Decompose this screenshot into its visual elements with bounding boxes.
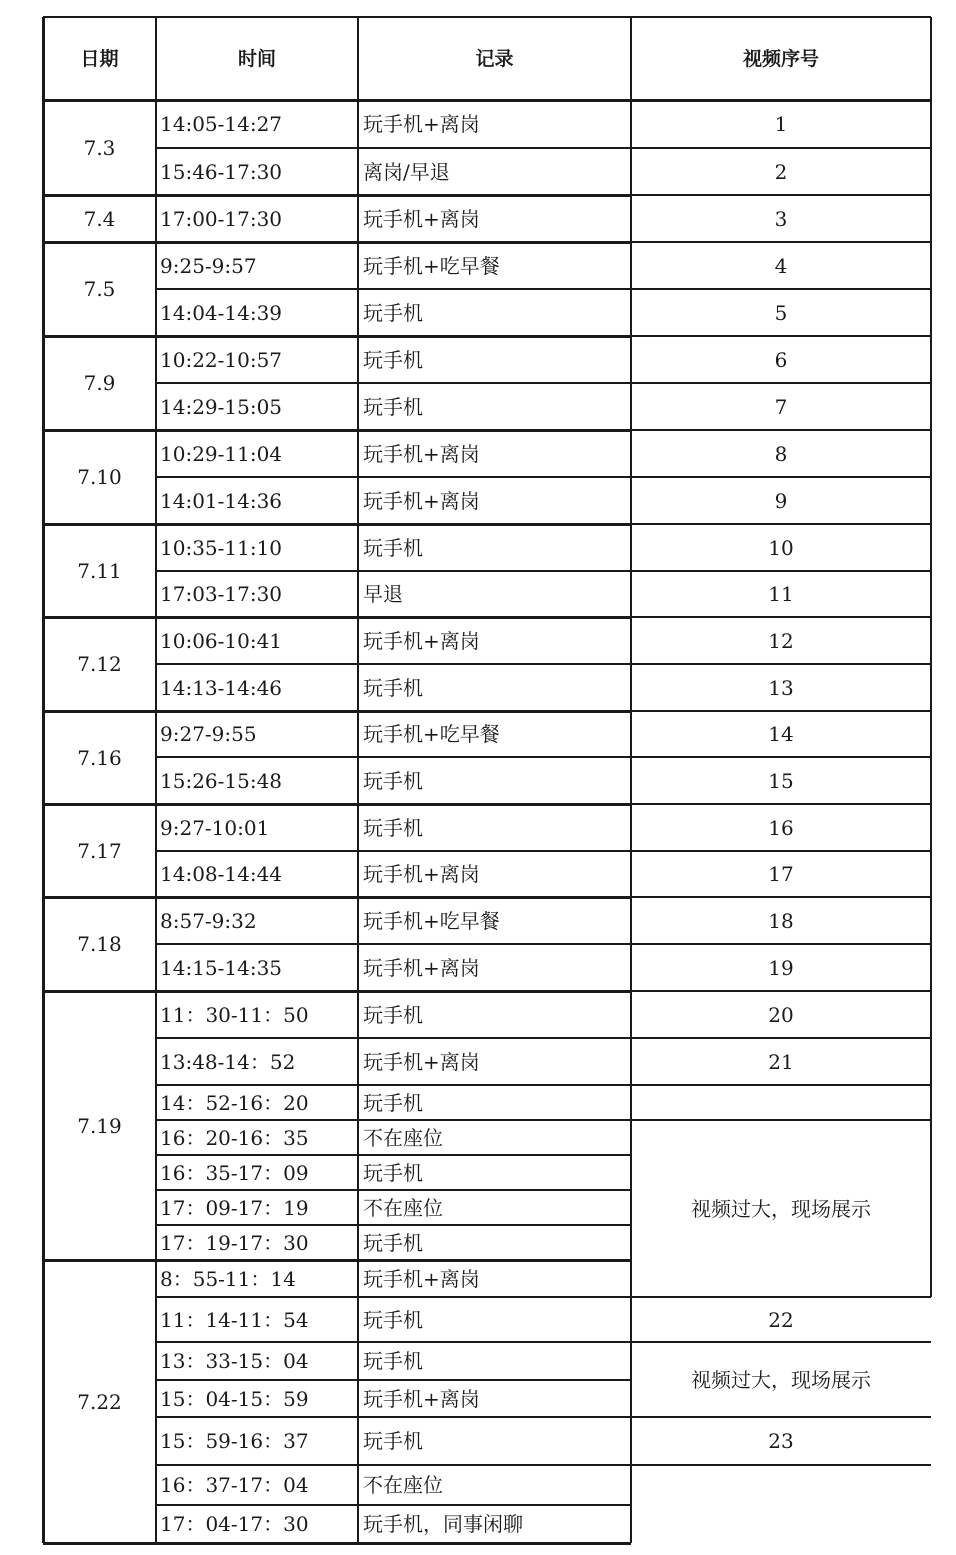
grid-line — [156, 1037, 631, 1039]
record-cell: 离岗/早退 — [363, 159, 450, 184]
video-number-cell: 10 — [768, 535, 794, 560]
time-cell: 9:25-9:57 — [160, 253, 257, 278]
time-cell: 9:27-9:55 — [160, 722, 257, 746]
grid-line — [631, 1464, 931, 1466]
time-cell: 14:08-14:44 — [160, 862, 283, 886]
video-number-cell: 9 — [774, 488, 788, 513]
record-cell: 玩手机+离岗 — [363, 862, 480, 886]
grid-line — [156, 943, 631, 945]
video-number-cell: 8 — [774, 441, 788, 466]
record-cell: 玩手机 — [363, 347, 423, 372]
record-cell: 玩手机+离岗 — [363, 1266, 480, 1291]
grid-line — [43, 429, 631, 432]
video-number-cell: 7 — [774, 394, 788, 419]
grid-line — [631, 896, 931, 898]
record-cell: 玩手机 — [363, 1230, 423, 1255]
time-cell: 14:15-14:35 — [160, 955, 283, 980]
video-number-cell: 16 — [768, 815, 794, 840]
time-cell: 17：09-17：19 — [160, 1195, 309, 1220]
record-cell: 不在座位 — [363, 1125, 443, 1150]
grid-line — [156, 382, 631, 384]
grid-line — [43, 710, 631, 713]
grid-line — [43, 194, 631, 197]
record-cell: 玩手机 — [363, 1307, 423, 1332]
grid-line — [156, 1341, 631, 1343]
grid-line — [156, 663, 631, 665]
video-number-cell: 23 — [768, 1429, 794, 1453]
video-number-cell: 2 — [774, 159, 788, 184]
grid-line — [43, 616, 631, 619]
video-number-cell: 20 — [768, 1002, 794, 1027]
record-cell: 玩手机，同事闲聊 — [363, 1512, 523, 1536]
record-cell: 玩手机 — [363, 675, 423, 700]
record-cell: 玩手机 — [363, 535, 423, 560]
grid-line — [156, 147, 631, 149]
header-date: 日期 — [80, 48, 119, 70]
time-cell: 16：37-17：04 — [160, 1473, 309, 1497]
grid-line — [156, 1154, 631, 1156]
video-number-cell: 11 — [768, 582, 794, 606]
header-record: 记录 — [475, 48, 514, 70]
video-number-cell: 13 — [768, 675, 794, 700]
grid-line — [631, 241, 931, 243]
date-cell: 7.22 — [77, 1389, 122, 1414]
grid-line — [43, 16, 931, 18]
grid-line — [156, 1379, 631, 1381]
grid-line — [631, 1416, 931, 1418]
record-cell: 玩手机 — [363, 1349, 423, 1373]
grid-line — [156, 1224, 631, 1226]
grid-line — [631, 1084, 931, 1086]
record-cell: 玩手机 — [363, 1429, 423, 1453]
grid-line — [43, 523, 631, 526]
merged-note-cell: 视频过大，现场展示 — [691, 1196, 871, 1221]
video-number-cell: 22 — [768, 1307, 794, 1332]
video-number-cell: 6 — [774, 347, 788, 372]
date-cell: 7.10 — [77, 465, 122, 489]
grid-line — [631, 1296, 931, 1298]
date-cell: 7.3 — [83, 135, 116, 160]
date-cell: 7.11 — [77, 558, 122, 583]
grid-line — [156, 1189, 631, 1191]
grid-line — [631, 476, 931, 478]
grid-line — [631, 850, 931, 852]
grid-line — [43, 1259, 631, 1262]
date-cell: 7.5 — [83, 277, 116, 301]
grid-line — [43, 1542, 631, 1545]
record-cell: 玩手机 — [363, 768, 423, 793]
time-cell: 14：52-16：20 — [160, 1090, 309, 1115]
grid-line — [631, 943, 931, 945]
time-cell: 16：35-17：09 — [160, 1160, 309, 1185]
time-cell: 13:48-14：52 — [160, 1049, 296, 1074]
record-cell: 玩手机 — [363, 1002, 423, 1027]
time-cell: 9:27-10:01 — [160, 815, 270, 840]
time-cell: 10:29-11:04 — [160, 441, 283, 466]
grid-line — [43, 990, 631, 993]
grid-line — [156, 1119, 631, 1121]
video-number-cell: 12 — [768, 628, 794, 653]
time-cell: 14:01-14:36 — [160, 488, 283, 513]
time-cell: 10:06-10:41 — [160, 628, 283, 653]
record-cell: 玩手机 — [363, 1160, 423, 1185]
grid-line — [156, 1464, 631, 1466]
time-cell: 17：19-17：30 — [160, 1230, 309, 1255]
time-cell: 15：04-15：59 — [160, 1386, 309, 1411]
grid-line — [156, 850, 631, 852]
video-number-cell: 1 — [774, 112, 788, 136]
grid-line — [43, 99, 931, 102]
time-cell: 16：20-16：35 — [160, 1125, 309, 1150]
time-cell: 17:00-17:30 — [160, 206, 283, 231]
video-number-cell: 4 — [774, 253, 788, 278]
time-cell: 14:04-14:39 — [160, 300, 283, 325]
grid-line — [43, 896, 631, 899]
record-cell: 玩手机 — [363, 815, 423, 840]
time-cell: 11：30-11：50 — [160, 1002, 309, 1027]
record-cell: 玩手机+离岗 — [363, 1386, 480, 1411]
time-cell: 10:22-10:57 — [160, 347, 283, 372]
grid-line — [156, 1084, 631, 1086]
grid-line — [631, 523, 931, 525]
time-cell: 8:57-9:32 — [160, 908, 257, 933]
date-cell: 7.16 — [77, 745, 122, 770]
grid-line — [631, 803, 931, 805]
video-number-cell: 15 — [768, 768, 794, 793]
grid-line — [631, 756, 931, 758]
time-cell: 17：04-17：30 — [160, 1512, 309, 1536]
time-cell: 14:29-15:05 — [160, 394, 283, 419]
record-cell: 玩手机 — [363, 394, 423, 419]
time-cell: 15:46-17:30 — [160, 159, 283, 184]
time-cell: 15:26-15:48 — [160, 768, 283, 793]
grid-line — [631, 990, 931, 992]
grid-line — [631, 288, 931, 290]
record-cell: 玩手机+离岗 — [363, 206, 480, 231]
grid-line — [43, 241, 631, 244]
record-cell: 早退 — [363, 582, 403, 606]
grid-line — [631, 616, 931, 618]
record-cell: 玩手机+离岗 — [363, 488, 480, 513]
video-number-cell: 19 — [768, 955, 794, 980]
record-cell: 玩手机+吃早餐 — [363, 253, 500, 278]
grid-line — [156, 476, 631, 478]
grid-line — [156, 1296, 631, 1298]
grid-line — [155, 17, 157, 1543]
grid-line — [42, 17, 45, 1543]
date-cell: 7.17 — [77, 838, 122, 863]
grid-line — [631, 570, 931, 572]
merged-note-cell: 视频过大，现场展示 — [691, 1367, 871, 1392]
record-cell: 玩手机 — [363, 1090, 423, 1115]
record-cell: 玩手机+离岗 — [363, 1049, 480, 1074]
grid-line — [631, 335, 931, 337]
time-cell: 13：33-15：04 — [160, 1349, 309, 1373]
date-cell: 7.12 — [77, 652, 122, 676]
grid-line — [631, 147, 931, 149]
grid-line — [43, 803, 631, 806]
grid-line — [631, 194, 931, 196]
grid-line — [631, 1341, 931, 1343]
header-video-no: 视频序号 — [742, 48, 819, 70]
record-cell: 玩手机 — [363, 300, 423, 325]
record-cell: 玩手机+离岗 — [363, 628, 480, 653]
time-cell: 10:35-11:10 — [160, 535, 283, 560]
date-cell: 7.4 — [83, 206, 116, 231]
record-cell: 不在座位 — [363, 1473, 443, 1497]
date-cell: 7.18 — [77, 932, 122, 956]
video-number-cell: 14 — [768, 722, 794, 746]
record-cell: 玩手机+吃早餐 — [363, 722, 500, 746]
grid-line — [631, 382, 931, 384]
video-number-cell: 21 — [768, 1049, 794, 1074]
header-time: 时间 — [237, 48, 276, 70]
grid-line — [156, 288, 631, 290]
record-cell: 不在座位 — [363, 1195, 443, 1220]
video-number-cell: 5 — [774, 300, 788, 325]
grid-line — [156, 570, 631, 572]
grid-line — [631, 1037, 931, 1039]
record-cell: 玩手机+离岗 — [363, 441, 480, 466]
grid-line — [43, 335, 631, 338]
time-cell: 11：14-11：54 — [160, 1307, 309, 1332]
grid-line — [156, 756, 631, 758]
video-number-cell: 18 — [768, 908, 794, 933]
grid-line — [156, 1504, 631, 1506]
grid-line — [631, 429, 931, 431]
record-cell: 玩手机+离岗 — [363, 112, 480, 136]
video-number-cell: 17 — [768, 862, 794, 886]
date-cell: 7.9 — [83, 371, 116, 395]
time-cell: 15：59-16：37 — [160, 1429, 309, 1453]
time-cell: 14:13-14:46 — [160, 675, 283, 700]
video-number-cell: 3 — [774, 206, 788, 231]
time-cell: 8：55-11：14 — [160, 1266, 296, 1291]
date-cell: 7.19 — [77, 1113, 122, 1138]
record-cell: 玩手机+离岗 — [363, 955, 480, 980]
time-cell: 14:05-14:27 — [160, 112, 283, 136]
grid-line — [156, 1416, 631, 1418]
time-cell: 17:03-17:30 — [160, 582, 283, 606]
grid-line — [631, 663, 931, 665]
grid-line — [631, 710, 931, 712]
record-cell: 玩手机+吃早餐 — [363, 908, 500, 933]
grid-line — [631, 1119, 931, 1121]
